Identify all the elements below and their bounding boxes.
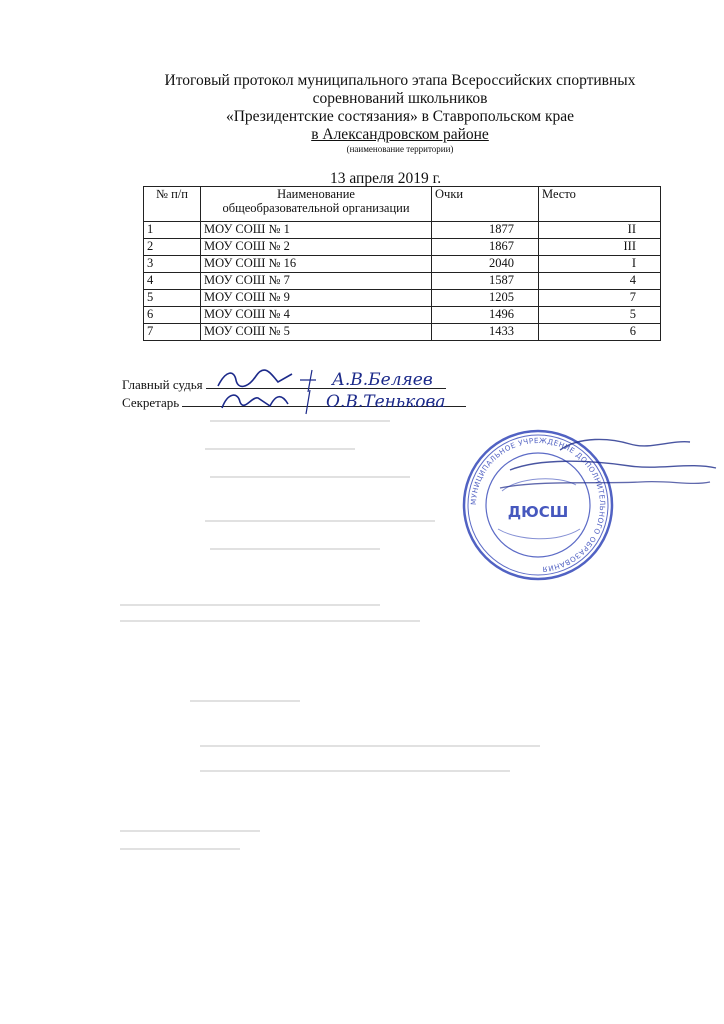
row-place: II: [539, 222, 661, 239]
row-school: МОУ СОШ № 7: [201, 273, 432, 290]
secretary-name-handwritten: О.В.Тенькова: [326, 392, 446, 412]
row-school: МОУ СОШ № 9: [201, 290, 432, 307]
row-num: 6: [144, 307, 201, 324]
judge-label: Главный судья: [122, 377, 203, 392]
row-place: I: [539, 256, 661, 273]
row-place: III: [539, 239, 661, 256]
row-school: МОУ СОШ № 16: [201, 256, 432, 273]
row-school: МОУ СОШ № 4: [201, 307, 432, 324]
table-row: [144, 324, 661, 341]
header-place: Место: [539, 187, 661, 222]
results-table: [143, 186, 661, 341]
row-place: 5: [539, 307, 661, 324]
row-points: 1877: [432, 222, 539, 239]
row-points: 1433: [432, 324, 539, 341]
header-name: [201, 187, 432, 222]
row-school: МОУ СОШ № 1: [201, 222, 432, 239]
table-row: [144, 222, 661, 239]
table-row: [144, 273, 661, 290]
stamp-center-text: ДЮСШ: [507, 503, 569, 521]
header-name-line-1: Наименование: [277, 187, 355, 201]
title-line-1: Итоговый протокол муниципального этапа Всероссийских спортивных: [164, 72, 636, 89]
title-line-2: соревнований школьников: [312, 90, 488, 107]
header-num: № п/п: [144, 187, 201, 222]
row-num: 2: [144, 239, 201, 256]
secretary-label: Секретарь: [122, 395, 180, 410]
row-num: 3: [144, 256, 201, 273]
table-header-row: [144, 187, 661, 222]
row-school: МОУ СОШ № 5: [201, 324, 432, 341]
judge-name-handwritten: А.В.Беляев: [332, 370, 433, 390]
row-points: 1496: [432, 307, 539, 324]
title-line-3: «Президентские состязания» в Ставропольском крае: [225, 108, 575, 125]
row-place: 7: [539, 290, 661, 307]
row-points: 2040: [432, 256, 539, 273]
row-school: МОУ СОШ № 2: [201, 239, 432, 256]
secretary-handwritten-signature: [218, 386, 508, 416]
row-points: 1587: [432, 273, 539, 290]
row-num: 5: [144, 290, 201, 307]
row-num: 1: [144, 222, 201, 239]
table-row: [144, 307, 661, 324]
stamp-handwritten-scribble: [480, 430, 720, 500]
row-place: 6: [539, 324, 661, 341]
row-place: 4: [539, 273, 661, 290]
table-row: [144, 256, 661, 273]
row-points: 1867: [432, 239, 539, 256]
table-row: [144, 239, 661, 256]
title-line-4-territory: в Александровском районе: [311, 126, 489, 143]
table-row: [144, 290, 661, 307]
stamp-ring-text: МУНИЦИПАЛЬНОЕ УЧРЕЖДЕНИЕ ДОПОЛНИТЕЛЬНОГО ОБРАЗОВАНИЯ: [468, 435, 608, 574]
row-num: 4: [144, 273, 201, 290]
territory-note: (наименование территории): [346, 144, 454, 154]
protocol-date: 13 апреля 2019 г.: [330, 170, 442, 187]
protocol-title: [110, 72, 690, 155]
header-points: Очки: [432, 187, 539, 222]
header-name-line-2: общеобразовательной организации: [222, 201, 410, 215]
row-num: 7: [144, 324, 201, 341]
row-points: 1205: [432, 290, 539, 307]
